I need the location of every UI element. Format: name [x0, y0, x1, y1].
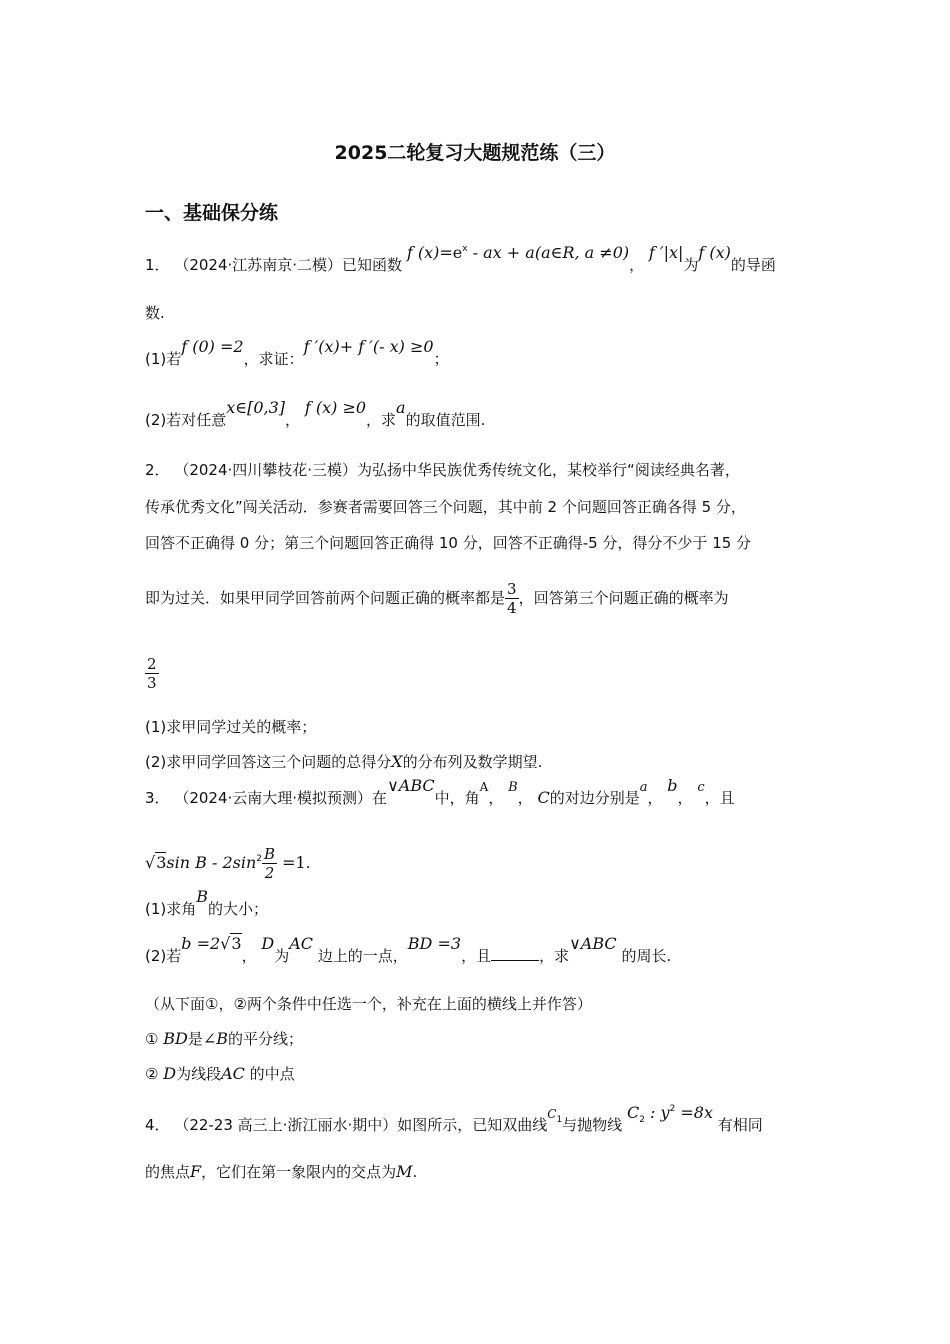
- q2-part-2: (2)求甲同学回答这三个问题的总得分X的分布列及数学期望.: [145, 752, 543, 771]
- q1-line-1: 1． （2024·江苏南京·二模）已知函数 f $(x)=e^x$ - ax + a(a∈R, a ≠0)， f ′|x|为f (x)的导函: [145, 243, 776, 274]
- q3-source: （2024·云南大理·模拟预测）: [174, 789, 373, 807]
- q3-number: 3．: [145, 789, 170, 807]
- q4-line-2: 的焦点F，它们在第一象限内的交点为M.: [145, 1162, 418, 1181]
- q3-part-1: (1)求角B的大小；: [145, 887, 269, 918]
- q4-number: 4．: [145, 1116, 170, 1134]
- q3-note: （从下面①，②两个条件中任选一个，补充在上面的横线上并作答）: [145, 995, 592, 1013]
- fraction-two-thirds: $\frac{2}{3}$: [147, 655, 157, 692]
- q3-part-2: (2)若b =2√3， D为AC 边上的一点，BD =3，且 ，求∨ABC 的周长.: [145, 934, 672, 965]
- section-heading: 一、基础保分练: [145, 202, 279, 224]
- q1-part-2: (2)若对任意x∈[0,3]， f (x) ≥0，求a的取值范围.: [145, 398, 486, 429]
- q2-part-1: (1)求甲同学过关的概率；: [145, 718, 317, 736]
- q2-line-5: [145, 655, 159, 692]
- q3-equation: √3sin B - $2\sin^2$ $\frac{B}{2}$ =1.: [145, 845, 311, 882]
- q2-line-4: 即为过关．如果甲同学回答前两个问题正确的概率都是 $\frac{3}{4}$ ，回答第三个问题正确的概率为: [145, 580, 729, 617]
- fraction-three-quarters: $\frac{3}{4}$: [507, 580, 517, 617]
- q2-number: 2．: [145, 461, 170, 479]
- q3-option-2: ② D为线段AC 的中点: [145, 1064, 295, 1083]
- q2-line-1: 2． （2024·四川攀枝花·三模）为弘扬中华民族优秀传统文化，某校举行“阅读经典名著，: [145, 461, 740, 479]
- q1-part-1: (1)若f (0) =2，求证：f ′(x)+ f ′(- x) ≥0；: [145, 337, 449, 368]
- q1-number: 1．: [145, 256, 170, 274]
- q1-source: （2024·江苏南京·二模）: [174, 256, 343, 274]
- q3-line-1: 3． （2024·云南大理·模拟预测）在∨ABC中，角$^A$， B， C的对边分别是a， b， c，且: [145, 776, 735, 807]
- q2-line-2: 传承优秀文化”闯关活动．参赛者需要回答三个问题，其中前 2 个问题回答正确各得 5 分，: [145, 498, 746, 516]
- q4-source: （22-23 高三上·浙江丽水·期中）: [174, 1116, 398, 1134]
- q1-line-2: 数.: [145, 304, 165, 322]
- q2-line-3: 回答不正确得 0 分；第三个问题回答正确得 10 分，回答不正确得-5 分，得分不少于 15 分: [145, 534, 752, 552]
- fill-in-blank: [491, 946, 539, 961]
- q4-line-1: 4． （22-23 高三上·浙江丽水·期中）如图所示，已知双曲线$C_1$与抛物线 $C_2$ : $y^2 =8x$ 有相同: [145, 1103, 763, 1134]
- page-title: 2025二轮复习大题规范练（三）: [334, 142, 616, 164]
- q3-option-1: ① BD是∠B的平分线；: [145, 1029, 304, 1048]
- q2-source: （2024·四川攀枝花·三模）: [174, 461, 358, 479]
- q1-function-def: f $(x)=e^x$ - ax + a(a∈R, a ≠0): [406, 243, 630, 262]
